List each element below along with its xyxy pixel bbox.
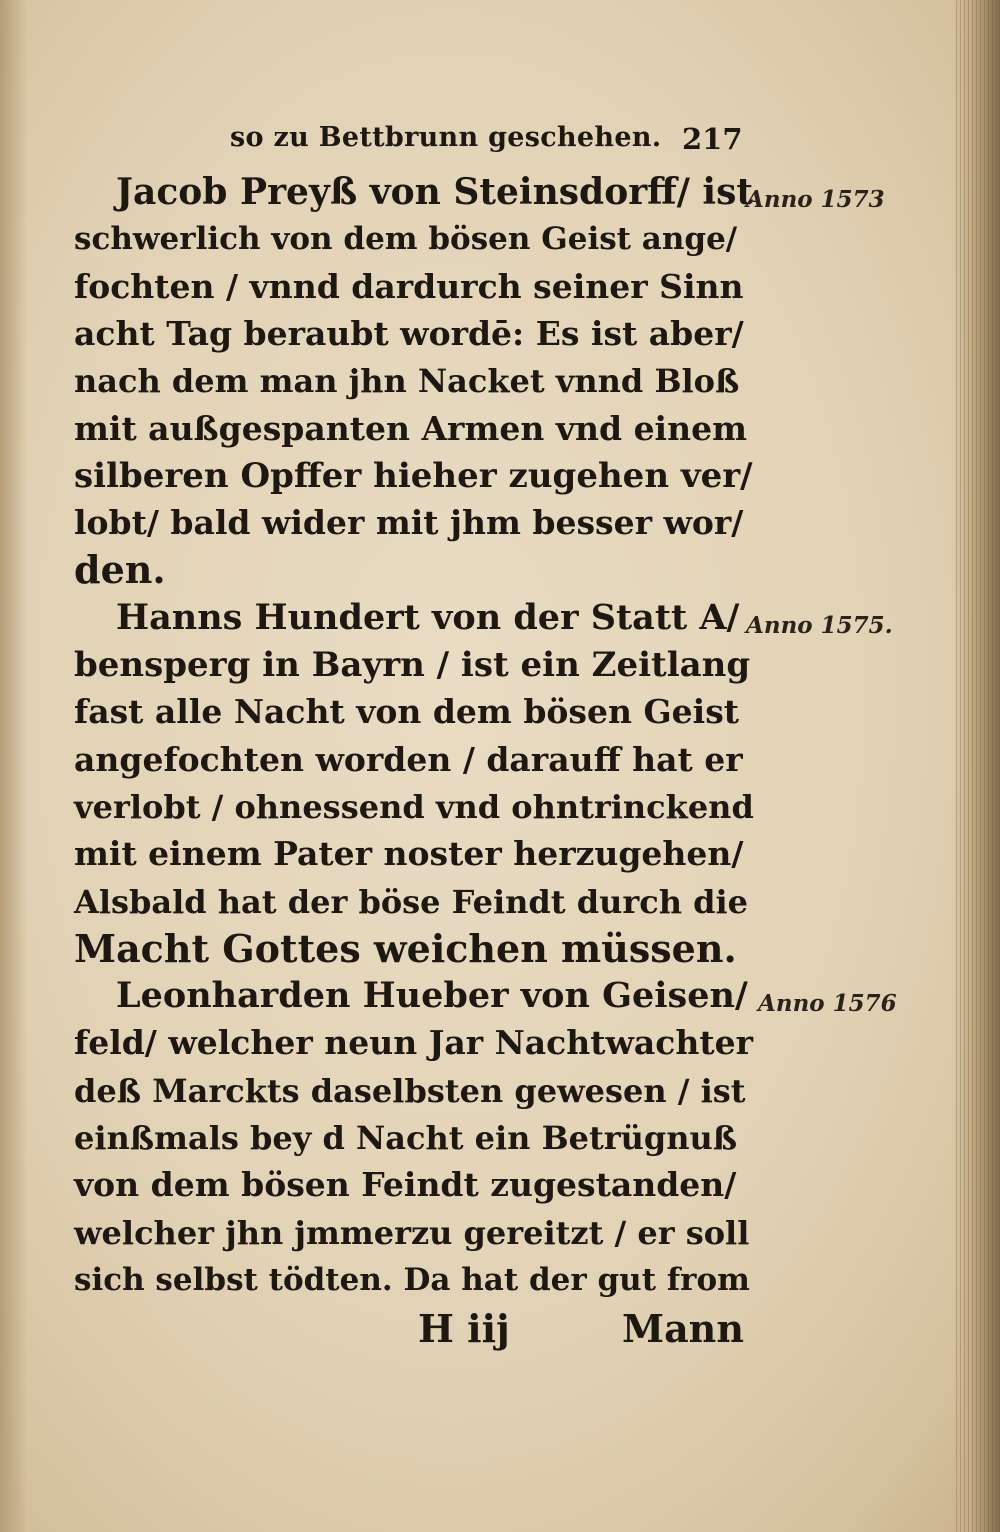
margin-note-year: Anno 1575. [746,611,893,639]
text-line: Leonharden Hueber von Geisen/ [116,975,748,1017]
running-head: so zu Bettbrunn geschehen. [230,122,662,153]
text-line: Jacob Preyß von Steinsdorff/ ist [116,171,753,213]
text-line: angefochten worden / darauff hat er [74,739,743,779]
text-line: Macht Gottes weichen müssen. [74,925,737,971]
page-gutter-shadow [0,0,28,1532]
text-line: fast alle Nacht von dem bösen Geist [74,692,740,732]
margin-note-year: Anno 1573 [746,186,885,213]
page-number: 217 [682,122,743,156]
text-line: mit außgespanten Armen vnd einem [74,408,748,448]
text-line: von dem bösen Feindt zugestanden/ [74,1165,737,1205]
text-line: mit einem Pater noster herzugehen/ [74,834,744,874]
text-line: silberen Opffer hieher zugehen ver/ [74,455,753,496]
text-line: Alsbald hat der böse Feindt durch die [74,882,748,921]
text-line: fochten / vnnd dardurch seiner Sinn [74,266,744,306]
text-line: verlobt / ohnessend vnd ohntrinckend [74,787,754,826]
text-line: den. [74,547,166,593]
text-line: nach dem man jhn Nacket vnnd Bloß [74,362,740,401]
text-line: einßmals bey d Nacht ein Betrügnuß [74,1119,738,1157]
text-line: schwerlich von dem bösen Geist ange/ [74,221,738,258]
text-line: acht Tag beraubt wordē: Es ist aber/ [74,313,744,353]
text-line: sich selbst tödten. Da hat der gut from [74,1261,750,1298]
signature-mark: H iij [418,1306,510,1351]
text-line: welcher jhn jmmerzu gereitzt / er soll [74,1213,750,1252]
text-line: Hanns Hundert von der Statt A/ [116,596,740,638]
catchword: Mann [622,1306,744,1351]
page-stack-edges [956,0,996,1532]
text-line: bensperg in Bayrn / ist ein Zeitlang [74,645,751,685]
margin-note-year: Anno 1576 [758,990,897,1018]
text-line: deß Marckts daselbsten gewesen / ist [74,1071,746,1110]
text-line: lobt/ bald wider mit jhm besser wor/ [74,503,744,543]
text-line: feld/ welcher neun Jar Nachtwachter [74,1023,753,1063]
